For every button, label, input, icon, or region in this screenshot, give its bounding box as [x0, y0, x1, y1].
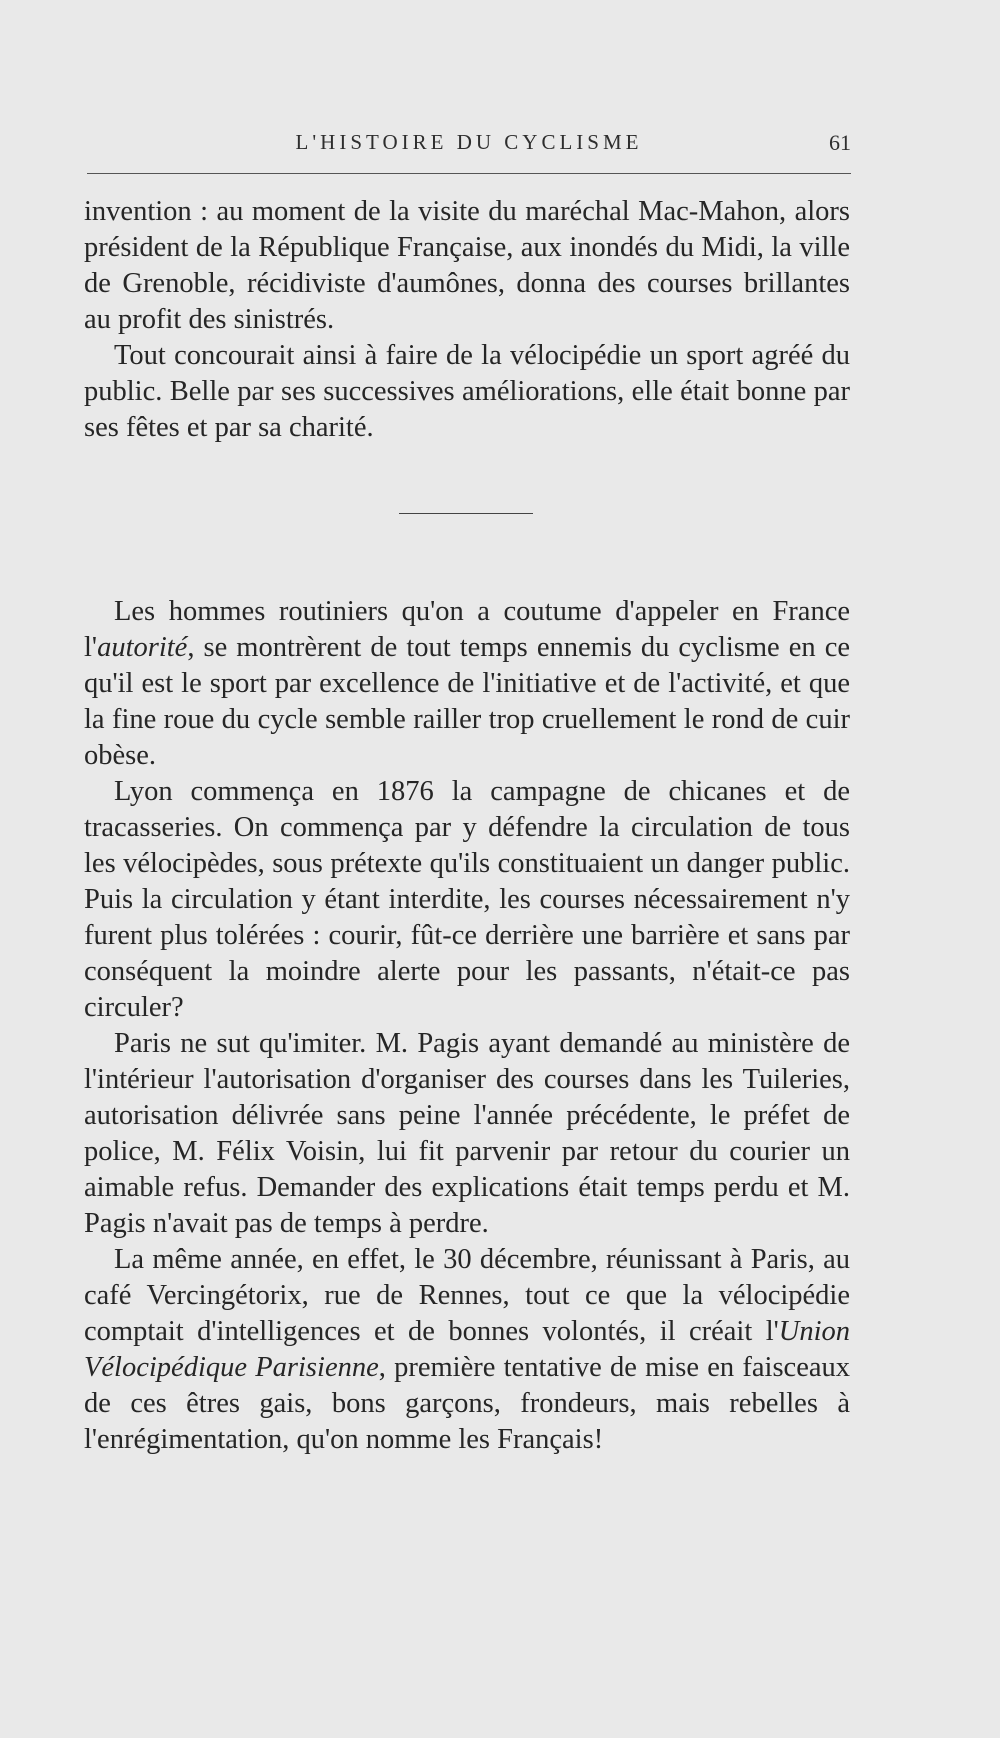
paragraph-6: [84, 1242, 850, 1458]
paragraph-3-text-b: , se montrèrent de tout temps ennemis du cyclisme en ce qu'il est le sport par excellence de l'initiative et de l'activité, et que la fine roue du cycle semble railler trop cruellement le rond de cuir obèse.: [84, 632, 850, 771]
paragraph-6-text-b: , première tentative de mise en faisceaux de ces êtres gais, bons garçons, frondeurs, mais rebelles à l'enrégimentation, qu'on nomme les Français!: [84, 1352, 850, 1455]
paragraph-1: invention : au moment de la visite du maréchal Mac-Mahon, alors président de la République Française, aux inondés du Midi, la ville de Grenoble, récidiviste d'aumônes, donna des courses brillantes au profit des sinistrés.: [84, 196, 850, 335]
paragraph-6-text-a: La même année, en effet, le 30 décembre, réunissant à Paris, au café Vercingétorix, rue de Rennes, tout ce que la vélocipédie comptait d'intelligences et de bonnes volontés, il créait l': [84, 1244, 850, 1347]
header-divider: [87, 173, 851, 174]
paragraph-3-text-a: Les hommes routiniers qu'on a coutume d'appeler en France l': [84, 596, 850, 663]
section-1: [84, 194, 850, 446]
section-divider: [399, 513, 533, 514]
running-title: L'HISTOIRE DU CYCLISME: [295, 130, 643, 154]
running-head: [87, 130, 851, 160]
paragraph-6-italic: Union Vélocipédique Parisienne: [84, 1316, 850, 1383]
paragraph-3-italic: autorité: [97, 632, 188, 663]
section-2: [84, 594, 850, 1458]
paragraph-5: Paris ne sut qu'imiter. M. Pagis ayant demandé au ministère de l'intérieur l'autorisation d'organiser des courses dans les Tuileries, autorisation délivrée sans peine l'année précédente, le préfet de police, M. Félix Voisin, lui fit parvenir par retour du courier un aimable refus. Demander des explications était temps perdu et M. Pagis n'avait pas de temps à perdre.: [84, 1028, 850, 1239]
paragraph-3: [84, 594, 850, 774]
page-number: 61: [829, 130, 851, 155]
paragraph-4: Lyon commença en 1876 la campagne de chicanes et de tracasseries. On commença par y défendre la circulation de tous les vélocipèdes, sous prétexte qu'ils constituaient un danger public. Puis la circulation y étant interdite, les courses nécessairement n'y furent plus tolérées : courir, fût-ce derrière une barrière et sans par conséquent la moindre alerte pour les passants, n'était-ce pas circuler?: [84, 776, 850, 1023]
paragraph-2: Tout concourait ainsi à faire de la vélocipédie un sport agréé du public. Belle par ses successives améliorations, elle était bonne par ses fêtes et par sa charité.: [84, 340, 850, 443]
